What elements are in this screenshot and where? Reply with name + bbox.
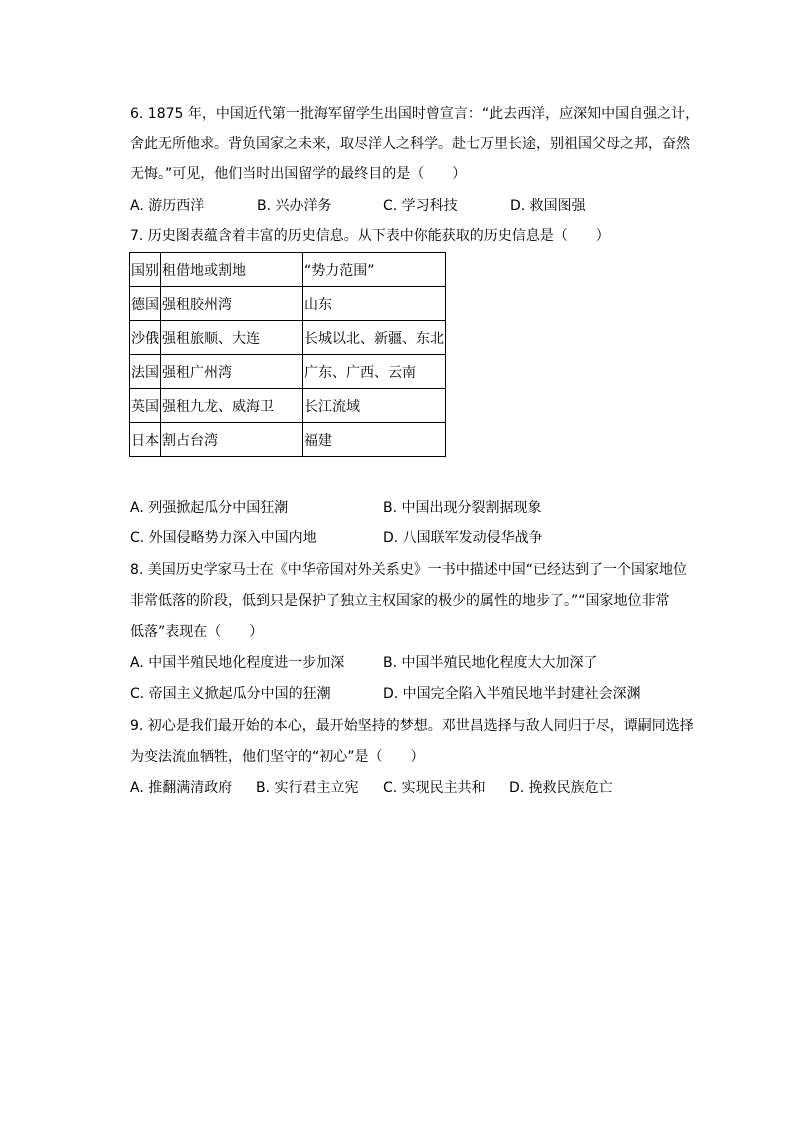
question-9-option-b[interactable]: B. 实行君主立宪: [256, 780, 359, 796]
table-cell: 英国: [130, 389, 161, 423]
question-8-option-d[interactable]: D. 中国完全陷入半殖民地半封建社会深渊: [383, 686, 641, 702]
question-9-line-2: 为变法流血牺牲，他们坚守的“初心”是（ ）: [130, 749, 425, 765]
question-6-line-2: 舍此无所他求。背负国家之未来，取尽洋人之科学。赴七万里长途，别祖国父母之邦，奋然: [130, 136, 690, 152]
table-cell: 沙俄: [130, 321, 161, 355]
question-8-line-1: 8. 美国历史学家马士在《中华帝国对外关系史》一书中描述中国“已经达到了一个国家地位: [130, 562, 688, 578]
table-row: [130, 355, 446, 389]
question-7-option-d[interactable]: D. 八国联军发动侵华战争: [383, 530, 543, 546]
question-7-option-a[interactable]: A. 列强掀起瓜分中国狂潮: [130, 500, 289, 516]
table-cell: 福建: [303, 423, 446, 457]
table-header-cell: 租借地或割地: [161, 253, 303, 287]
table-cell: 法国: [130, 355, 161, 389]
question-8-line-2: 非常低落的阶段，低到只是保护了独立主权国家的极少的属性的地步了。”“国家地位非常: [130, 593, 670, 609]
question-9-line-1: 9. 初心是我们最开始的本心，最开始坚持的梦想。邓世昌选择与敌人同归于尽，谭嗣同选择: [130, 718, 694, 734]
question-8-option-a[interactable]: A. 中国半殖民地化程度进一步加深: [130, 655, 345, 671]
table-row: [130, 321, 446, 355]
question-7-stem: 7. 历史图表蕴含着丰富的历史信息。从下表中你能获取的历史信息是（ ）: [130, 228, 610, 244]
question-7-option-c[interactable]: C. 外国侵略势力深入中国内地: [130, 530, 317, 546]
table-header-row: [130, 253, 446, 287]
table-row: [130, 287, 446, 321]
question-6-option-c[interactable]: C. 学习科技: [383, 198, 458, 214]
table-cell: 德国: [130, 287, 161, 321]
question-7-option-b[interactable]: B. 中国出现分裂割据现象: [383, 500, 542, 516]
table-row: [130, 423, 446, 457]
question-6-line-3: 无悔。”可见，他们当时出国留学的最终目的是（ ）: [130, 166, 467, 182]
question-6-option-b[interactable]: B. 兴办洋务: [257, 198, 332, 214]
question-6-line-1: 6. 1875 年，中国近代第一批海军留学生出国时曾宣言：“此去西洋，应深知中国自强之计，: [130, 106, 700, 122]
table-cell: 长江流域: [303, 389, 446, 423]
table-cell: 山东: [303, 287, 446, 321]
table-cell: 长城以北、新疆、东北: [303, 321, 446, 355]
table-cell: 强租广州湾: [161, 355, 303, 389]
table-row: [130, 389, 446, 423]
table-cell: 强租胶州湾: [161, 287, 303, 321]
table-header-cell: “势力范围”: [303, 253, 446, 287]
table-cell: 日本: [130, 423, 161, 457]
question-9-option-c[interactable]: C. 实现民主共和: [383, 780, 486, 796]
table-cell: 强租九龙、威海卫: [161, 389, 303, 423]
question-8-option-c[interactable]: C. 帝国主义掀起瓜分中国的狂潮: [130, 686, 331, 702]
question-8-option-b[interactable]: B. 中国半殖民地化程度大大加深了: [383, 655, 598, 671]
question-6-option-d[interactable]: D. 救国图强: [510, 198, 586, 214]
question-9-option-d[interactable]: D. 挽救民族危亡: [509, 780, 613, 796]
question-6-option-a[interactable]: A. 游历西洋: [130, 198, 205, 214]
question-8-line-3: 低落”表现在（ ）: [130, 624, 264, 640]
table-header-cell: 国别: [130, 253, 161, 287]
history-table: [129, 252, 446, 457]
question-9-option-a[interactable]: A. 推翻满清政府: [130, 780, 233, 796]
table-cell: 广东、广西、云南: [303, 355, 446, 389]
table-cell: 割占台湾: [161, 423, 303, 457]
table-cell: 强租旅顺、大连: [161, 321, 303, 355]
